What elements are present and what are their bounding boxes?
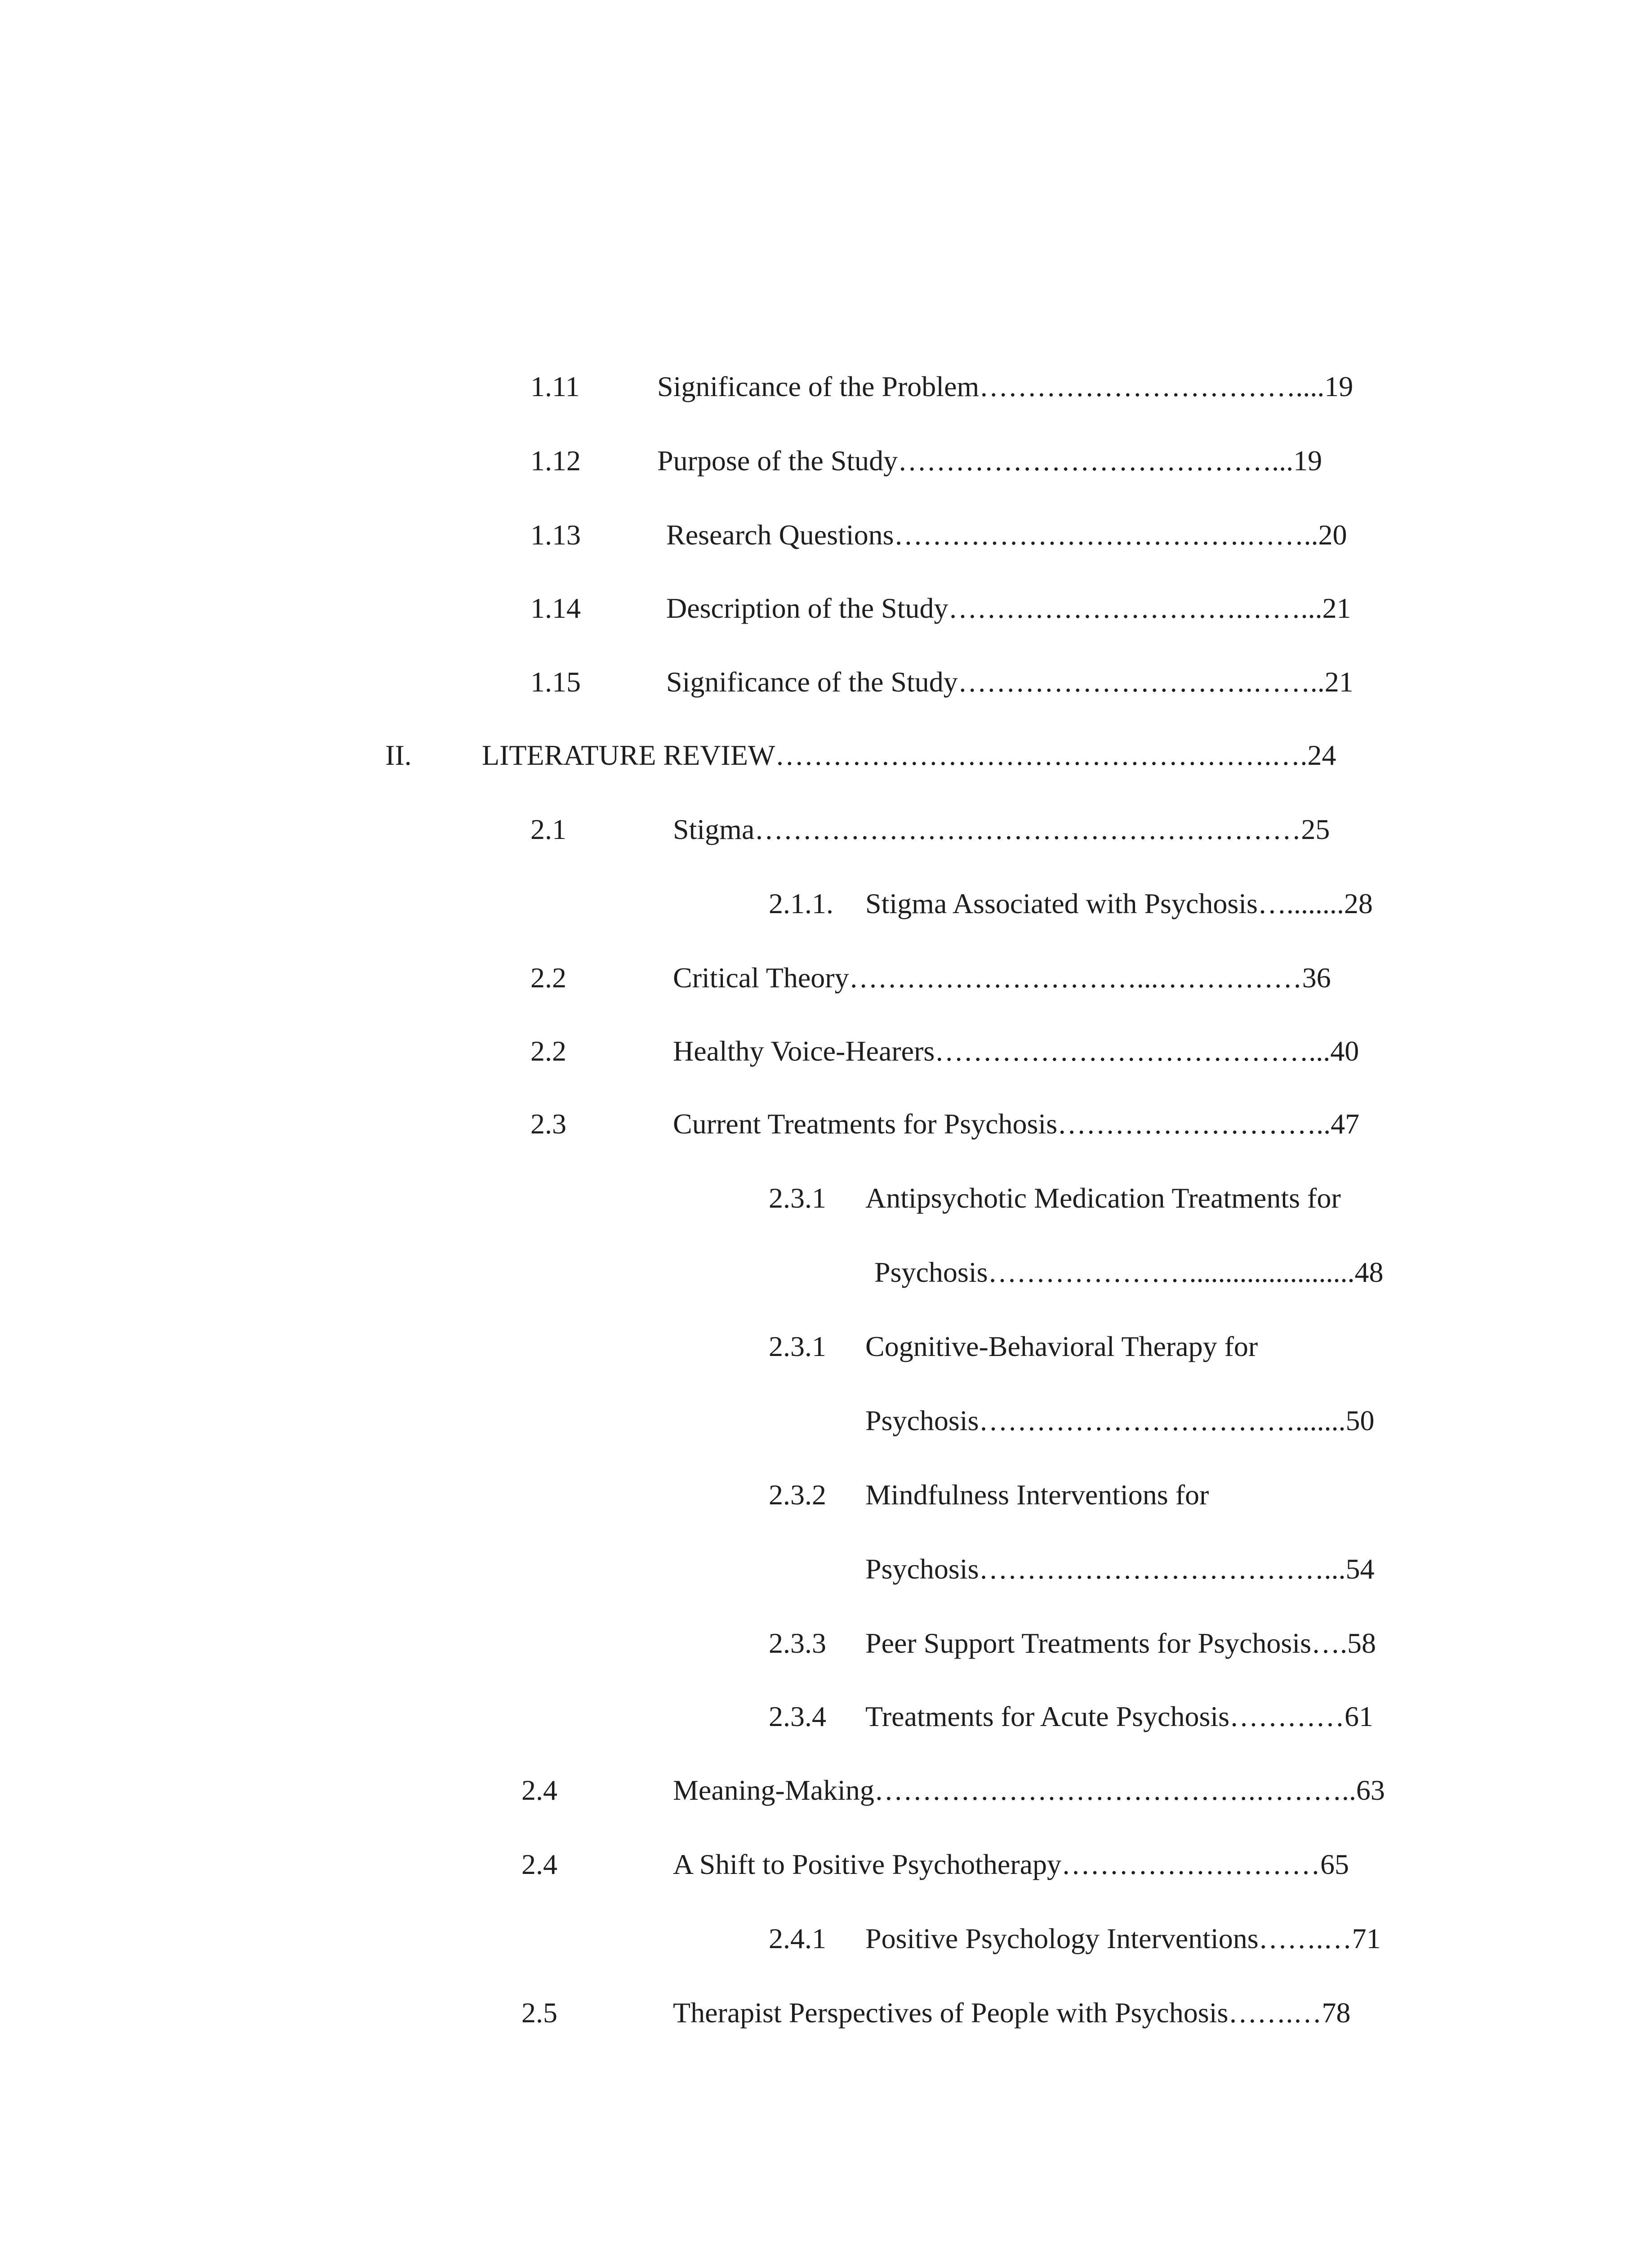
toc-entry <box>0 733 1652 782</box>
toc-entry-text: Research Questions……………………………….……..20 <box>666 519 1347 551</box>
toc-entry-number: 2.1 <box>530 813 566 845</box>
toc-entry-number: 1.11 <box>530 370 580 402</box>
toc-entry-number: 2.4.1 <box>769 1922 826 1954</box>
toc-entry-number: 2.2 <box>530 962 566 994</box>
toc-entry-text: Description of the Study………………………….……...21 <box>666 592 1351 624</box>
toc-entry <box>0 1102 1652 1151</box>
toc-entry-number: 2.3.2 <box>769 1479 826 1511</box>
toc-entry <box>0 364 1652 414</box>
toc-entry-text: LITERATURE REVIEW…………………………………………….….24 <box>482 739 1336 771</box>
toc-entry <box>0 1547 1652 1596</box>
toc-entry <box>0 438 1652 488</box>
toc-entry-text: Purpose of the Study…………………………………...19 <box>657 445 1322 477</box>
toc-entry <box>0 1768 1652 1817</box>
toc-entry-number: 2.3 <box>530 1108 566 1140</box>
toc-entry-text: Meaning-Making………………………………….………..63 <box>673 1774 1385 1806</box>
toc-entry-text: Current Treatments for Psychosis………………………..47 <box>673 1108 1360 1140</box>
toc-entry <box>0 955 1652 1005</box>
toc-entry <box>0 1176 1652 1225</box>
toc-entry <box>0 586 1652 635</box>
toc-entry-number: 2.3.3 <box>769 1627 826 1659</box>
toc-entry <box>0 1621 1652 1670</box>
toc-entry-number: 1.12 <box>530 445 581 477</box>
toc-entry-text: Healthy Voice-Hearers…………………………………...40 <box>673 1035 1359 1067</box>
toc-entry-number: 2.1.1. <box>769 888 833 919</box>
toc-entry <box>0 660 1652 709</box>
toc-entry-text: Psychosis………………….......................48 <box>874 1256 1384 1288</box>
toc-entry-text: Cognitive-Behavioral Therapy for <box>865 1330 1258 1362</box>
toc-entry-text: Treatments for Acute Psychosis…………61 <box>865 1700 1374 1732</box>
toc-entry-text: Significance of the Study………………………….……..21 <box>666 666 1354 698</box>
toc-entry <box>0 1694 1652 1744</box>
toc-entry <box>0 513 1652 562</box>
toc-entry-number: 1.14 <box>530 592 581 624</box>
toc-entry-text: Significance of the Problem……………………………....19 <box>657 370 1354 402</box>
toc-entry-number: 2.3.1 <box>769 1182 826 1214</box>
toc-entry <box>0 1398 1652 1448</box>
toc-entry-number: 2.4 <box>521 1848 557 1880</box>
toc-entry-number: II. <box>385 739 412 771</box>
toc-entry <box>0 1324 1652 1374</box>
toc-entry <box>0 1472 1652 1522</box>
toc-entry-number: 1.13 <box>530 519 581 551</box>
toc-entry-text: Critical Theory…………………………...……………36 <box>673 962 1331 994</box>
toc-entry-number: 1.15 <box>530 666 581 698</box>
toc-entry-number: 2.3.4 <box>769 1700 826 1732</box>
toc-entry-text: Antipsychotic Medication Treatments for <box>865 1182 1341 1214</box>
toc-entry-text: Therapist Perspectives of People with Psychosis…….…78 <box>673 1997 1351 2029</box>
toc-entry-text: Stigma Associated with Psychosis…........28 <box>865 888 1373 919</box>
toc-entry-number: 2.2 <box>530 1035 566 1067</box>
toc-entry <box>0 1250 1652 1299</box>
toc-entry-number: 2.3.1 <box>769 1330 826 1362</box>
toc-entry-number: 2.5 <box>521 1997 557 2029</box>
toc-entry <box>0 1916 1652 1966</box>
toc-entry-number: 2.4 <box>521 1774 557 1806</box>
toc-entry-text: Positive Psychology Interventions…….…71 <box>865 1922 1381 1954</box>
toc-entry-text: Psychosis…………………………….......50 <box>865 1405 1375 1436</box>
toc-entry-text: Peer Support Treatments for Psychosis….58 <box>865 1627 1376 1659</box>
toc-entry <box>0 1029 1652 1078</box>
toc-entry-text: Stigma…………………………………………………25 <box>673 813 1330 845</box>
toc-entry <box>0 1842 1652 1891</box>
toc-entry-text: A Shift to Positive Psychotherapy………………………65 <box>673 1848 1349 1880</box>
toc-entry <box>0 1990 1652 2040</box>
toc-entry <box>0 807 1652 856</box>
toc-entry-text: Mindfulness Interventions for <box>865 1479 1209 1511</box>
toc-entry-text: Psychosis………………………………...54 <box>865 1553 1375 1585</box>
toc-entry <box>0 881 1652 931</box>
